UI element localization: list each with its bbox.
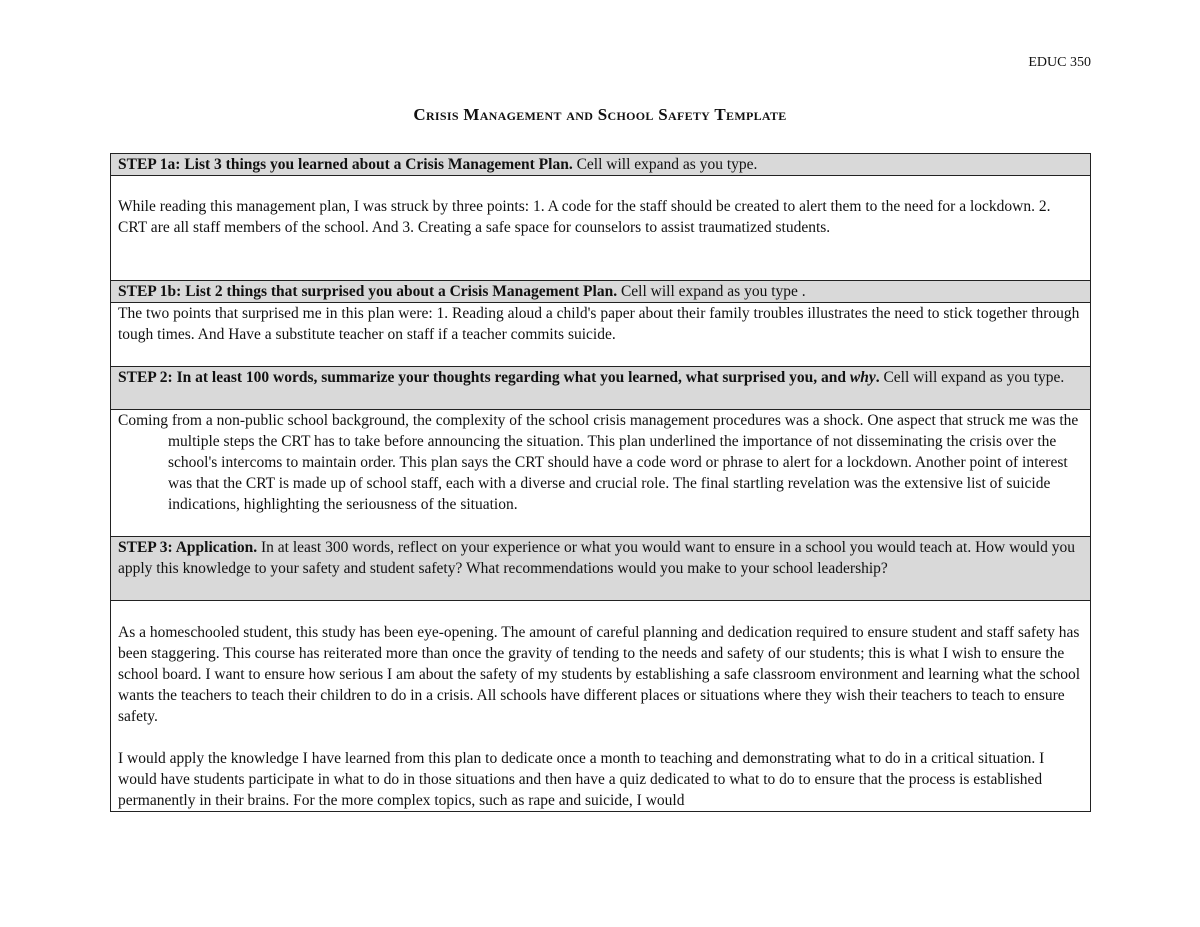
step2-label-end: . [875,369,880,386]
template-table [110,153,1091,812]
step2-response-cell[interactable] [111,410,1091,537]
course-code: EDUC 350 [1028,55,1091,70]
step1b-label: STEP 1b: List 2 things that surprised you about a Crisis Management Plan. [118,283,618,300]
step3-response-cell[interactable] [111,601,1091,812]
step1b-response-cell[interactable] [111,303,1091,367]
step3-paragraph-2: I would apply the knowledge I have learned from this plan to dedicate once a month to teaching and demonstrating what to do in a critical situation. I would have students participate in what to do in those situations and then have a quiz dedicated to what to do to ensure that the process is established permanently in their brains. For the more complex topics, such as rape and suicide, I would [118,750,1045,809]
step2-response: Coming from a non-public school background, the complexity of the school crisis management procedures was a shock. One aspect that struck me was the multiple steps the CRT has to take before announcing the situation. This plan underlined the importance of not disseminating the crisis over the school's intercoms to maintain order. This plan says the CRT should have a code word or phrase to alert for a lockdown. Another point of interest was that the CRT is made up of school staff, each with a diverse and crucial role. The final startling revelation was the extensive list of suicide indications, highlighting the seriousness of the situation. [118,412,1079,513]
step3-header-row [111,537,1091,601]
step1a-hint: Cell will expand as you type. [572,156,758,173]
page-title: Crisis Management and School Safety Template [413,105,787,124]
step2-header-cell [111,367,1091,410]
step1b-response: The two points that surprised me in this plan were: 1. Reading aloud a child's paper about their family troubles illustrates the need to stick together through tough times. And Have a substitute teacher on staff if a teacher commits suicide. [118,305,1080,343]
step2-header-row [111,367,1091,410]
step1b-response-row [111,303,1091,367]
step2-label-start: STEP 2: In at least 100 words, summarize your thoughts regarding what you learned, what surprised you, and [118,369,850,386]
step3-header-cell [111,537,1091,601]
step1a-response: While reading this management plan, I was struck by three points: 1. A code for the staff should be created to alert them to the need for a lockdown. 2. CRT are all staff members of the school. And 3. Creating a safe space for counselors to assist traumatized students. [118,198,1051,236]
step2-response-row [111,410,1091,537]
step1a-label: STEP 1a: List 3 things you learned about a Crisis Management Plan. [118,156,573,173]
step2-label [118,369,880,386]
step3-paragraph-1: As a homeschooled student, this study has been eye-opening. The amount of careful planning and dedication required to ensure student and staff safety has been staggering. This course has reiterated more than once the gravity of tending to the needs and safety of our students; this is what I wish to ensure the school board. I want to ensure how serious I am about the safety of my students by establishing a safe classroom environment and learning what the school wants the teachers to teach their children to do in a crisis. All schools have different places or situations where they wish their teachers to teach to ensure safety. [118,624,1081,725]
step1a-response-row [111,176,1091,281]
step1a-header-row [111,154,1091,176]
step1a-response-cell[interactable] [111,176,1091,281]
step1b-header-cell [111,281,1091,303]
step2-label-why: why [849,369,876,386]
step2-hint: Cell will expand as you type. [879,369,1065,386]
step1a-header-cell [111,154,1091,176]
step3-label: STEP 3: Application. [118,539,258,556]
step1b-hint: Cell will expand as you type . [617,283,806,300]
step1b-header-row [111,281,1091,303]
step3-prompt: In at least 300 words, reflect on your experience or what you would want to ensure in a school you would teach at. How would you apply this knowledge to your safety and student safety? What recommendations would you make to your school leadership? [118,539,1075,577]
step3-response-row [111,601,1091,812]
